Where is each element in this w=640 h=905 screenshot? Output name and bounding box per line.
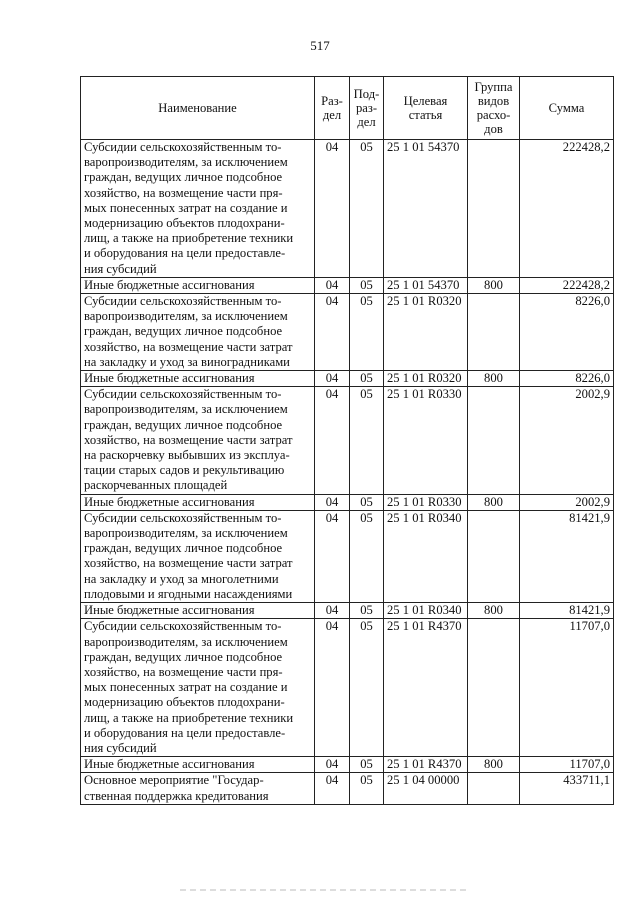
table-row [81, 773, 614, 804]
table-row [81, 387, 614, 494]
cell-target: 25 1 01 54370 [384, 277, 468, 293]
cell-sum: 11707,0 [520, 619, 614, 757]
table-row [81, 603, 614, 619]
cell-subsection: 05 [350, 510, 384, 602]
table-header [81, 77, 614, 140]
cell-name: Субсидии сельскохозяйственным то- варопроизводителям, за исключением граждан, ведущих личное подсобное хозяйство, на возмещение части затрат на закладку и уход за многолетними плодовыми и ягодными насаждениями [81, 510, 315, 602]
cell-sum: 81421,9 [520, 510, 614, 602]
cell-subsection: 05 [350, 619, 384, 757]
cell-subsection: 05 [350, 757, 384, 773]
cell-sum: 11707,0 [520, 757, 614, 773]
cell-section: 04 [315, 277, 350, 293]
cell-section: 04 [315, 619, 350, 757]
cell-group: 800 [468, 603, 520, 619]
cell-sum: 222428,2 [520, 277, 614, 293]
header-section: Раз- дел [315, 77, 350, 140]
budget-table [80, 76, 614, 805]
table-row [81, 277, 614, 293]
cell-name: Субсидии сельскохозяйственным то- варопроизводителям, за исключением граждан, ведущих личное подсобное хозяйство, на возмещение части затрат на закладку и уход за виноградниками [81, 294, 315, 371]
header-target: Целевая статья [384, 77, 468, 140]
cell-group: 800 [468, 494, 520, 510]
cell-sum: 81421,9 [520, 603, 614, 619]
cell-group: 800 [468, 277, 520, 293]
cell-subsection: 05 [350, 140, 384, 278]
table-row [81, 140, 614, 278]
cell-subsection: 05 [350, 294, 384, 371]
cell-group [468, 773, 520, 804]
cell-name: Иные бюджетные ассигнования [81, 757, 315, 773]
table-row [81, 510, 614, 602]
cell-group [468, 619, 520, 757]
cell-target: 25 1 01 R0320 [384, 371, 468, 387]
cell-target: 25 1 01 R0340 [384, 603, 468, 619]
cell-target: 25 1 01 R0320 [384, 294, 468, 371]
cell-name: Субсидии сельскохозяйственным то- варопроизводителям, за исключением граждан, ведущих личное подсобное хозяйство, на возмещение части пря- мых понесенных затрат на создание и модернизацию объектов плодохрани- лищ, а также на приобретение техники и оборудования на цели предоставле- ния субсидий [81, 140, 315, 278]
scan-artifact [180, 889, 470, 891]
cell-target: 25 1 01 R0340 [384, 510, 468, 602]
cell-sum: 8226,0 [520, 294, 614, 371]
cell-subsection: 05 [350, 773, 384, 804]
table-row [81, 371, 614, 387]
cell-target: 25 1 01 54370 [384, 140, 468, 278]
cell-group [468, 387, 520, 494]
cell-name: Субсидии сельскохозяйственным то- варопроизводителям, за исключением граждан, ведущих личное подсобное хозяйство, на возмещение части затрат на раскорчевку выбывших из эксплуа- тации старых садов и рекультивацию раскорчеванных площадей [81, 387, 315, 494]
cell-subsection: 05 [350, 371, 384, 387]
cell-target: 25 1 01 R4370 [384, 757, 468, 773]
cell-section: 04 [315, 603, 350, 619]
table-body [81, 140, 614, 805]
cell-target: 25 1 01 R0330 [384, 387, 468, 494]
header-row [81, 77, 614, 140]
table-row [81, 494, 614, 510]
cell-section: 04 [315, 371, 350, 387]
cell-group [468, 140, 520, 278]
page-number: 517 [310, 38, 330, 53]
cell-name: Иные бюджетные ассигнования [81, 371, 315, 387]
cell-name: Иные бюджетные ассигнования [81, 277, 315, 293]
cell-section: 04 [315, 494, 350, 510]
header-sum: Сумма [520, 77, 614, 140]
cell-section: 04 [315, 757, 350, 773]
header-subsection: Под- раз- дел [350, 77, 384, 140]
cell-target: 25 1 04 00000 [384, 773, 468, 804]
cell-target: 25 1 01 R4370 [384, 619, 468, 757]
cell-group [468, 294, 520, 371]
cell-group [468, 510, 520, 602]
table-row [81, 757, 614, 773]
cell-section: 04 [315, 140, 350, 278]
cell-sum: 2002,9 [520, 494, 614, 510]
cell-sum: 433711,1 [520, 773, 614, 804]
cell-subsection: 05 [350, 277, 384, 293]
cell-sum: 2002,9 [520, 387, 614, 494]
cell-name: Иные бюджетные ассигнования [81, 603, 315, 619]
cell-name: Субсидии сельскохозяйственным то- варопроизводителям, за исключением граждан, ведущих личное подсобное хозяйство, на возмещение части пря- мых понесенных затрат на создание и модернизацию объектов плодохрани- лищ, а также на приобретение техники и оборудования на цели предоставле- ния субсидий [81, 619, 315, 757]
header-group: Группа видов расхо- дов [468, 77, 520, 140]
table-row [81, 294, 614, 371]
cell-group: 800 [468, 757, 520, 773]
cell-section: 04 [315, 294, 350, 371]
cell-section: 04 [315, 387, 350, 494]
cell-name: Иные бюджетные ассигнования [81, 494, 315, 510]
cell-name: Основное мероприятие "Государ- ственная поддержка кредитования [81, 773, 315, 804]
cell-group: 800 [468, 371, 520, 387]
cell-target: 25 1 01 R0330 [384, 494, 468, 510]
cell-sum: 8226,0 [520, 371, 614, 387]
cell-section: 04 [315, 773, 350, 804]
cell-subsection: 05 [350, 603, 384, 619]
cell-subsection: 05 [350, 387, 384, 494]
header-name: Наименование [81, 77, 315, 140]
table-row [81, 619, 614, 757]
cell-sum: 222428,2 [520, 140, 614, 278]
cell-subsection: 05 [350, 494, 384, 510]
cell-section: 04 [315, 510, 350, 602]
